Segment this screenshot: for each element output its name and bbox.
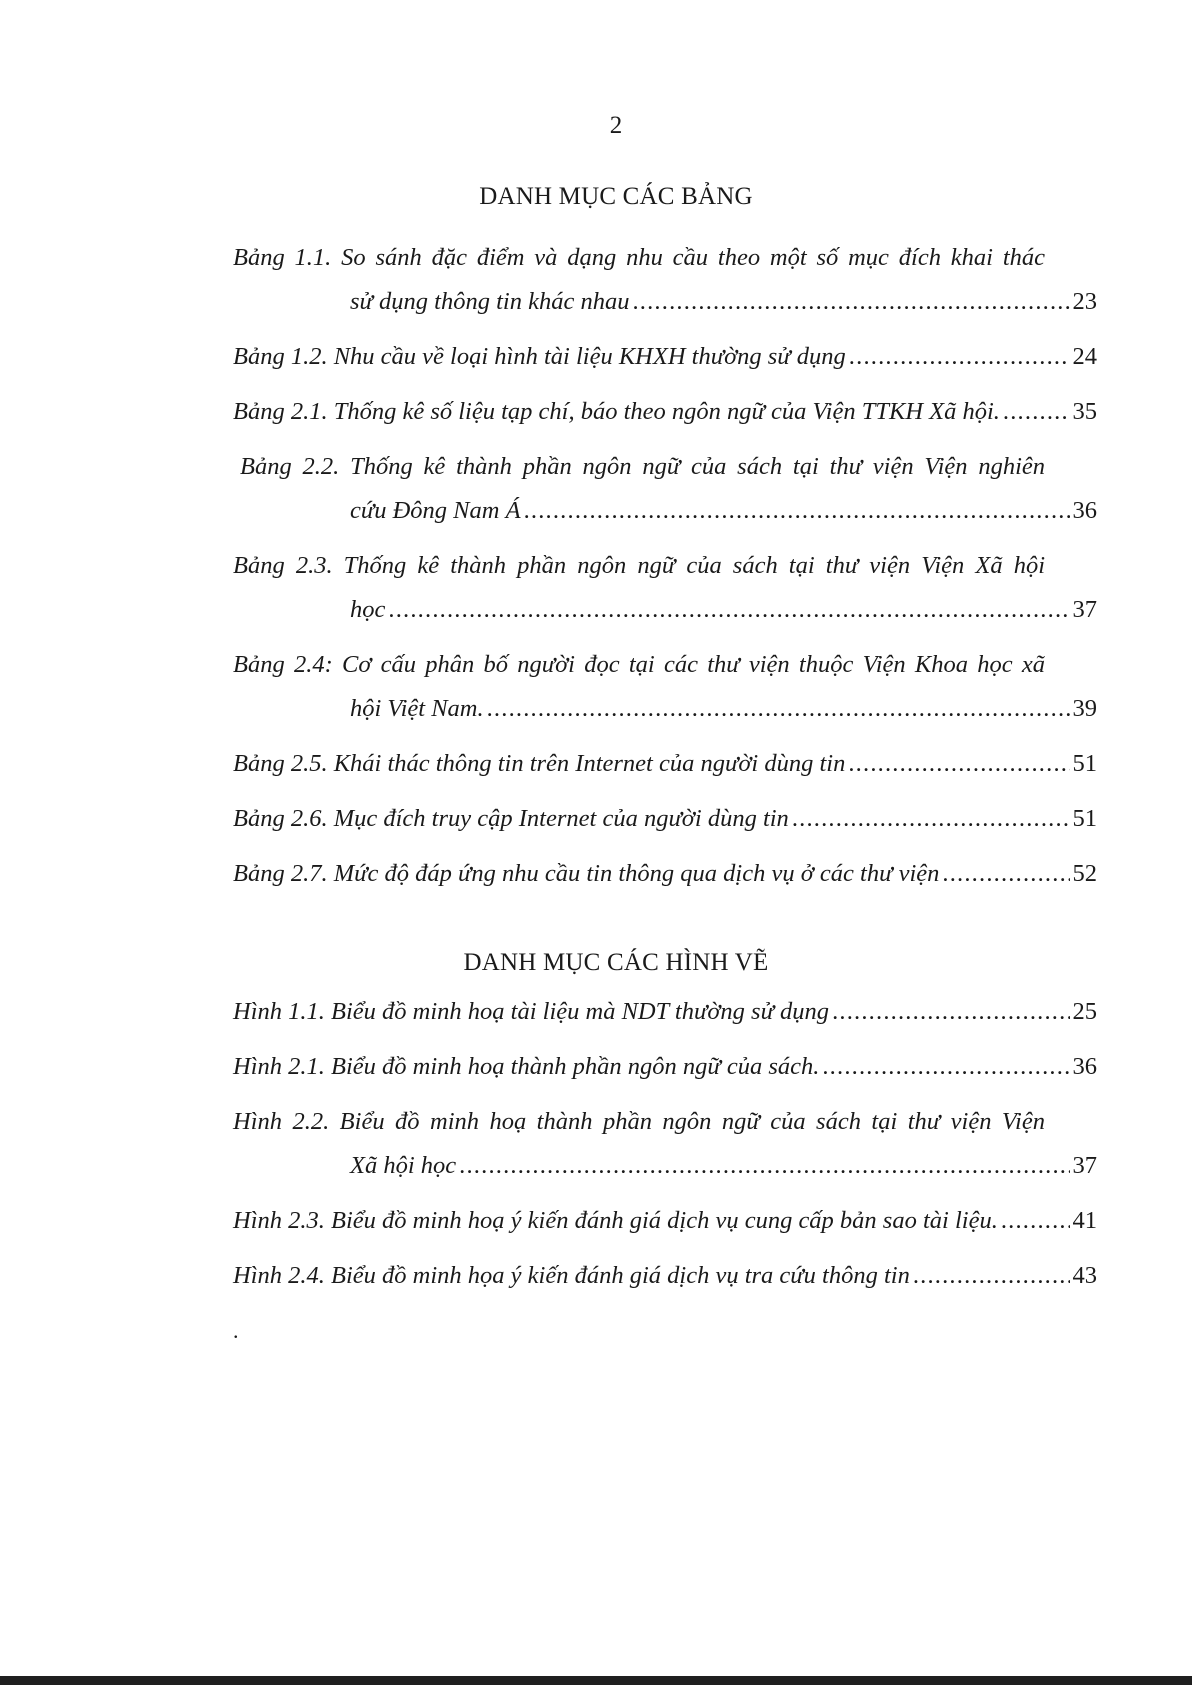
toc-entry-figure-2-1[interactable] bbox=[233, 1045, 1097, 1089]
dot-leader bbox=[632, 280, 1069, 324]
toc-entry-title-line: Bảng 2.3. Thống kê thành phần ngôn ngữ của sách tại thư viện Viện Xã hội bbox=[233, 552, 1045, 579]
toc-entry-page: 36 bbox=[1072, 1053, 1097, 1080]
toc-entry-leader-line bbox=[233, 280, 1097, 324]
toc-entry-page: 51 bbox=[1072, 805, 1097, 832]
toc-entry-title: học bbox=[350, 596, 386, 623]
toc-entry-leader-line bbox=[233, 390, 1097, 434]
dot-leader bbox=[832, 990, 1069, 1034]
dot-leader bbox=[1001, 1199, 1070, 1243]
toc-entry-table-2-7[interactable] bbox=[233, 852, 1097, 896]
toc-entry-leader-line bbox=[233, 797, 1097, 841]
toc-entry-leader-line bbox=[233, 990, 1097, 1034]
dot-leader bbox=[792, 797, 1070, 841]
dot-leader bbox=[942, 852, 1069, 896]
toc-entry-title-line: Bảng 1.1. So sánh đặc điểm và dạng nhu cầu theo một số mục đích khai thác bbox=[233, 244, 1045, 271]
toc-entry-page: 24 bbox=[1072, 343, 1097, 370]
toc-entry-title: Hình 1.1. Biểu đồ minh hoạ tài liệu mà NDT thường sử dụng bbox=[233, 998, 830, 1025]
toc-entry-figure-2-2[interactable] bbox=[233, 1100, 1097, 1188]
dot-leader bbox=[524, 489, 1070, 533]
toc-entry-page: 41 bbox=[1072, 1207, 1097, 1234]
figures-heading: DANH MỤC CÁC HÌNH VẼ bbox=[463, 949, 769, 976]
toc-entry-title: Hình 2.4. Biểu đồ minh họa ý kiến đánh giá dịch vụ tra cứu thông tin bbox=[233, 1262, 910, 1289]
toc-entry-title: Bảng 2.1. Thống kê số liệu tạp chí, báo theo ngôn ngữ của Viện TTKH Xã hội. bbox=[233, 398, 1000, 425]
bottom-scan-edge bbox=[0, 1676, 1192, 1685]
toc-entry-table-2-2[interactable] bbox=[233, 445, 1097, 533]
toc-entry-title: Hình 2.3. Biểu đồ minh hoạ ý kiến đánh giá dịch vụ cung cấp bản sao tài liệu. bbox=[233, 1207, 998, 1234]
toc-entry-page: 36 bbox=[1072, 497, 1097, 524]
toc-entry-leader-line bbox=[233, 1199, 1097, 1243]
toc-entry-page: 37 bbox=[1072, 596, 1097, 623]
dot-leader bbox=[459, 1144, 1069, 1188]
toc-entry-title: hội Việt Nam. bbox=[350, 695, 484, 722]
toc-entry-title: Hình 2.1. Biểu đồ minh hoạ thành phần ngôn ngữ của sách. bbox=[233, 1053, 820, 1080]
toc-entry-table-1-1[interactable] bbox=[233, 236, 1097, 324]
toc-entry-leader-line bbox=[233, 1144, 1097, 1188]
figures-list bbox=[233, 990, 1097, 1309]
toc-entry-table-2-1[interactable] bbox=[233, 390, 1097, 434]
toc-entry-title: Bảng 2.6. Mục đích truy cập Internet của người dùng tin bbox=[233, 805, 789, 832]
toc-entry-title: Xã hội học bbox=[350, 1152, 457, 1179]
toc-entry-page: 52 bbox=[1072, 860, 1097, 887]
dot-leader bbox=[913, 1254, 1070, 1298]
toc-entry-page: 51 bbox=[1072, 750, 1097, 777]
toc-entry-table-2-6[interactable] bbox=[233, 797, 1097, 841]
toc-entry-title: Bảng 1.2. Nhu cầu về loại hình tài liệu KHXH thường sử dụng bbox=[233, 343, 846, 370]
toc-entry-figure-2-3[interactable] bbox=[233, 1199, 1097, 1243]
toc-entry-title: cứu Đông Nam Á bbox=[350, 497, 521, 524]
toc-entry-title-line: Bảng 2.4: Cơ cấu phân bố người đọc tại các thư viện thuộc Viện Khoa học xã bbox=[233, 651, 1045, 678]
toc-entry-leader-line bbox=[233, 742, 1097, 786]
page-number: 2 bbox=[609, 112, 623, 139]
toc-entry-page: 39 bbox=[1072, 695, 1097, 722]
toc-entry-page: 35 bbox=[1072, 398, 1097, 425]
toc-entry-title: sử dụng thông tin khác nhau bbox=[350, 288, 630, 315]
toc-entry-leader-line bbox=[233, 1254, 1097, 1298]
dot-leader bbox=[487, 687, 1070, 731]
toc-entry-table-1-2[interactable] bbox=[233, 335, 1097, 379]
toc-entry-page: 25 bbox=[1072, 998, 1097, 1025]
toc-entry-leader-line bbox=[233, 588, 1097, 632]
toc-entry-leader-line bbox=[233, 1045, 1097, 1089]
toc-entry-leader-line bbox=[233, 687, 1097, 731]
tables-list bbox=[233, 236, 1097, 907]
toc-entry-title: Bảng 2.5. Khái thác thông tin trên Internet của người dùng tin bbox=[233, 750, 846, 777]
dot-leader bbox=[822, 1045, 1069, 1089]
dot-leader bbox=[1003, 390, 1070, 434]
toc-entry-table-2-5[interactable] bbox=[233, 742, 1097, 786]
toc-entry-figure-1-1[interactable] bbox=[233, 990, 1097, 1034]
stray-period: . bbox=[233, 1318, 239, 1343]
toc-entry-page: 23 bbox=[1072, 288, 1097, 315]
toc-entry-figure-2-4[interactable] bbox=[233, 1254, 1097, 1298]
dot-leader bbox=[388, 588, 1069, 632]
toc-entry-leader-line bbox=[233, 489, 1097, 533]
toc-entry-title-line: Bảng 2.2. Thống kê thành phần ngôn ngữ của sách tại thư viện Viện nghiên bbox=[240, 453, 1045, 480]
toc-entry-leader-line bbox=[233, 852, 1097, 896]
dot-leader bbox=[849, 335, 1070, 379]
toc-entry-title: Bảng 2.7. Mức độ đáp ứng nhu cầu tin thông qua dịch vụ ở các thư viện bbox=[233, 860, 940, 887]
toc-entry-page: 43 bbox=[1072, 1262, 1097, 1289]
toc-entry-table-2-4[interactable] bbox=[233, 643, 1097, 731]
toc-entry-page: 37 bbox=[1072, 1152, 1097, 1179]
toc-entry-leader-line bbox=[233, 335, 1097, 379]
toc-entry-table-2-3[interactable] bbox=[233, 544, 1097, 632]
dot-leader bbox=[848, 742, 1069, 786]
toc-entry-title-line: Hình 2.2. Biểu đồ minh hoạ thành phần ngôn ngữ của sách tại thư viện Viện bbox=[233, 1108, 1045, 1135]
tables-heading: DANH MỤC CÁC BẢNG bbox=[479, 183, 753, 210]
